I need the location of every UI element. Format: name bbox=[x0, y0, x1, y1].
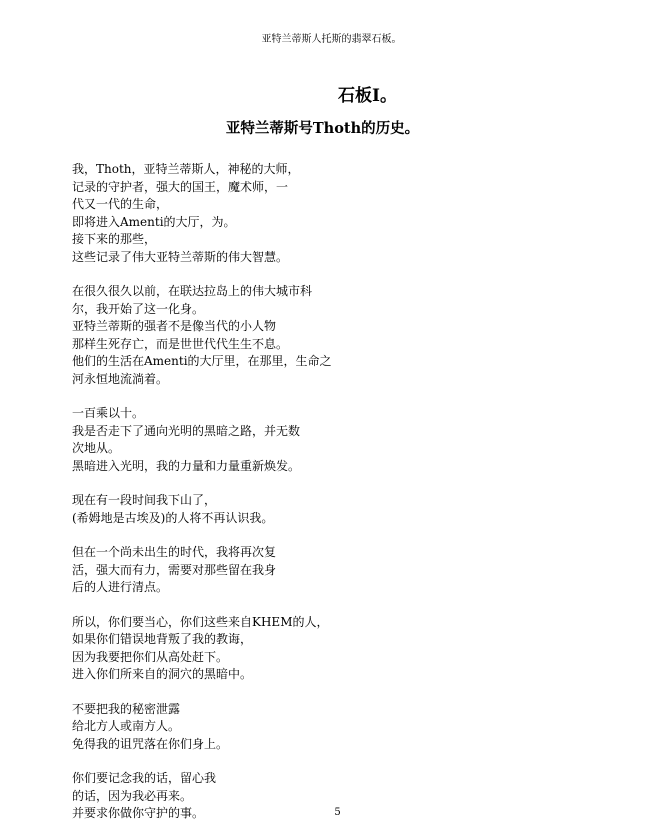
text-line: 免得我的诅咒落在你们身上。 bbox=[72, 736, 229, 751]
text-line: 黑暗进入光明，我的力量和力量重新焕发。 bbox=[72, 458, 301, 473]
paragraph bbox=[72, 283, 402, 388]
tablet-title: 石板I。 bbox=[338, 86, 397, 106]
text-line: 记录的守护者，强大的国王，魔术师，一 bbox=[72, 179, 289, 194]
text-line: 即将进入Amenti的大厅，为。 bbox=[72, 214, 236, 229]
text-line: 亚特兰蒂斯的强者不是像当代的小人物 bbox=[72, 319, 277, 333]
text-line: 一百乘以十。 bbox=[72, 406, 145, 420]
paragraph bbox=[72, 701, 402, 754]
text-line: 我，Thoth，亚特兰蒂斯人，神秘的大师， bbox=[72, 162, 300, 176]
text-line: 尔，我开始了这一化身。 bbox=[72, 301, 205, 316]
text-line: 并要求你做你守护的事。 bbox=[72, 806, 205, 820]
text-line: 河永恒地流淌着。 bbox=[72, 371, 169, 386]
text-line: 我是否走下了通向光明的黑暗之路，并无数 bbox=[72, 423, 301, 438]
running-header: 亚特兰蒂斯人托斯的翡翠石板。 bbox=[261, 34, 402, 45]
text-line: (希姆地是古埃及)的人将不再认识我。 bbox=[72, 510, 274, 525]
text-line: 进入你们所来自的洞穴的黑暗中。 bbox=[72, 667, 253, 681]
document-subtitle: 亚特兰蒂斯号Thoth的历史。 bbox=[225, 120, 420, 137]
text-line: 现在有一段时间我下山了， bbox=[72, 493, 217, 507]
text-line: 不要把我的秘密泄露 bbox=[72, 701, 181, 716]
text-line: 但在一个尚未出生的时代，我将再次复 bbox=[72, 545, 277, 559]
body-text bbox=[72, 161, 402, 840]
text-line: 的话，因为我必再来。 bbox=[72, 788, 193, 803]
text-line: 你们要记念我的话，留心我 bbox=[72, 771, 217, 785]
text-line: 所以，你们要当心，你们这些来自KHEM的人， bbox=[72, 614, 329, 629]
paragraph bbox=[72, 161, 402, 266]
paragraph bbox=[72, 405, 402, 475]
page-number: 5 bbox=[334, 807, 341, 818]
paragraph bbox=[72, 544, 402, 597]
text-line: 他们的生活在Amenti的大厅里，在那里，生命之 bbox=[72, 354, 332, 368]
text-line: 这些记录了伟大亚特兰蒂斯的伟大智慧。 bbox=[72, 249, 289, 264]
text-line: 如果你们错误地背叛了我的教诲， bbox=[72, 632, 253, 646]
text-line: 那样生死存亡，而是世世代代生生不息。 bbox=[72, 336, 289, 351]
text-line: 代又一代的生命， bbox=[72, 197, 169, 211]
text-line: 因为我要把你们从高处赶下。 bbox=[72, 649, 229, 664]
paragraph bbox=[72, 492, 402, 527]
text-line: 在很久很久以前，在联达拉岛上的伟大城市科 bbox=[72, 284, 313, 298]
text-line: 接下来的那些， bbox=[72, 232, 157, 246]
text-line: 后的人进行清点。 bbox=[72, 580, 169, 594]
paragraph bbox=[72, 614, 402, 684]
text-line: 活，强大而有力，需要对那些留在我身 bbox=[72, 562, 277, 577]
text-line: 给北方人或南方人。 bbox=[72, 719, 181, 733]
text-line: 次地从。 bbox=[72, 441, 121, 455]
